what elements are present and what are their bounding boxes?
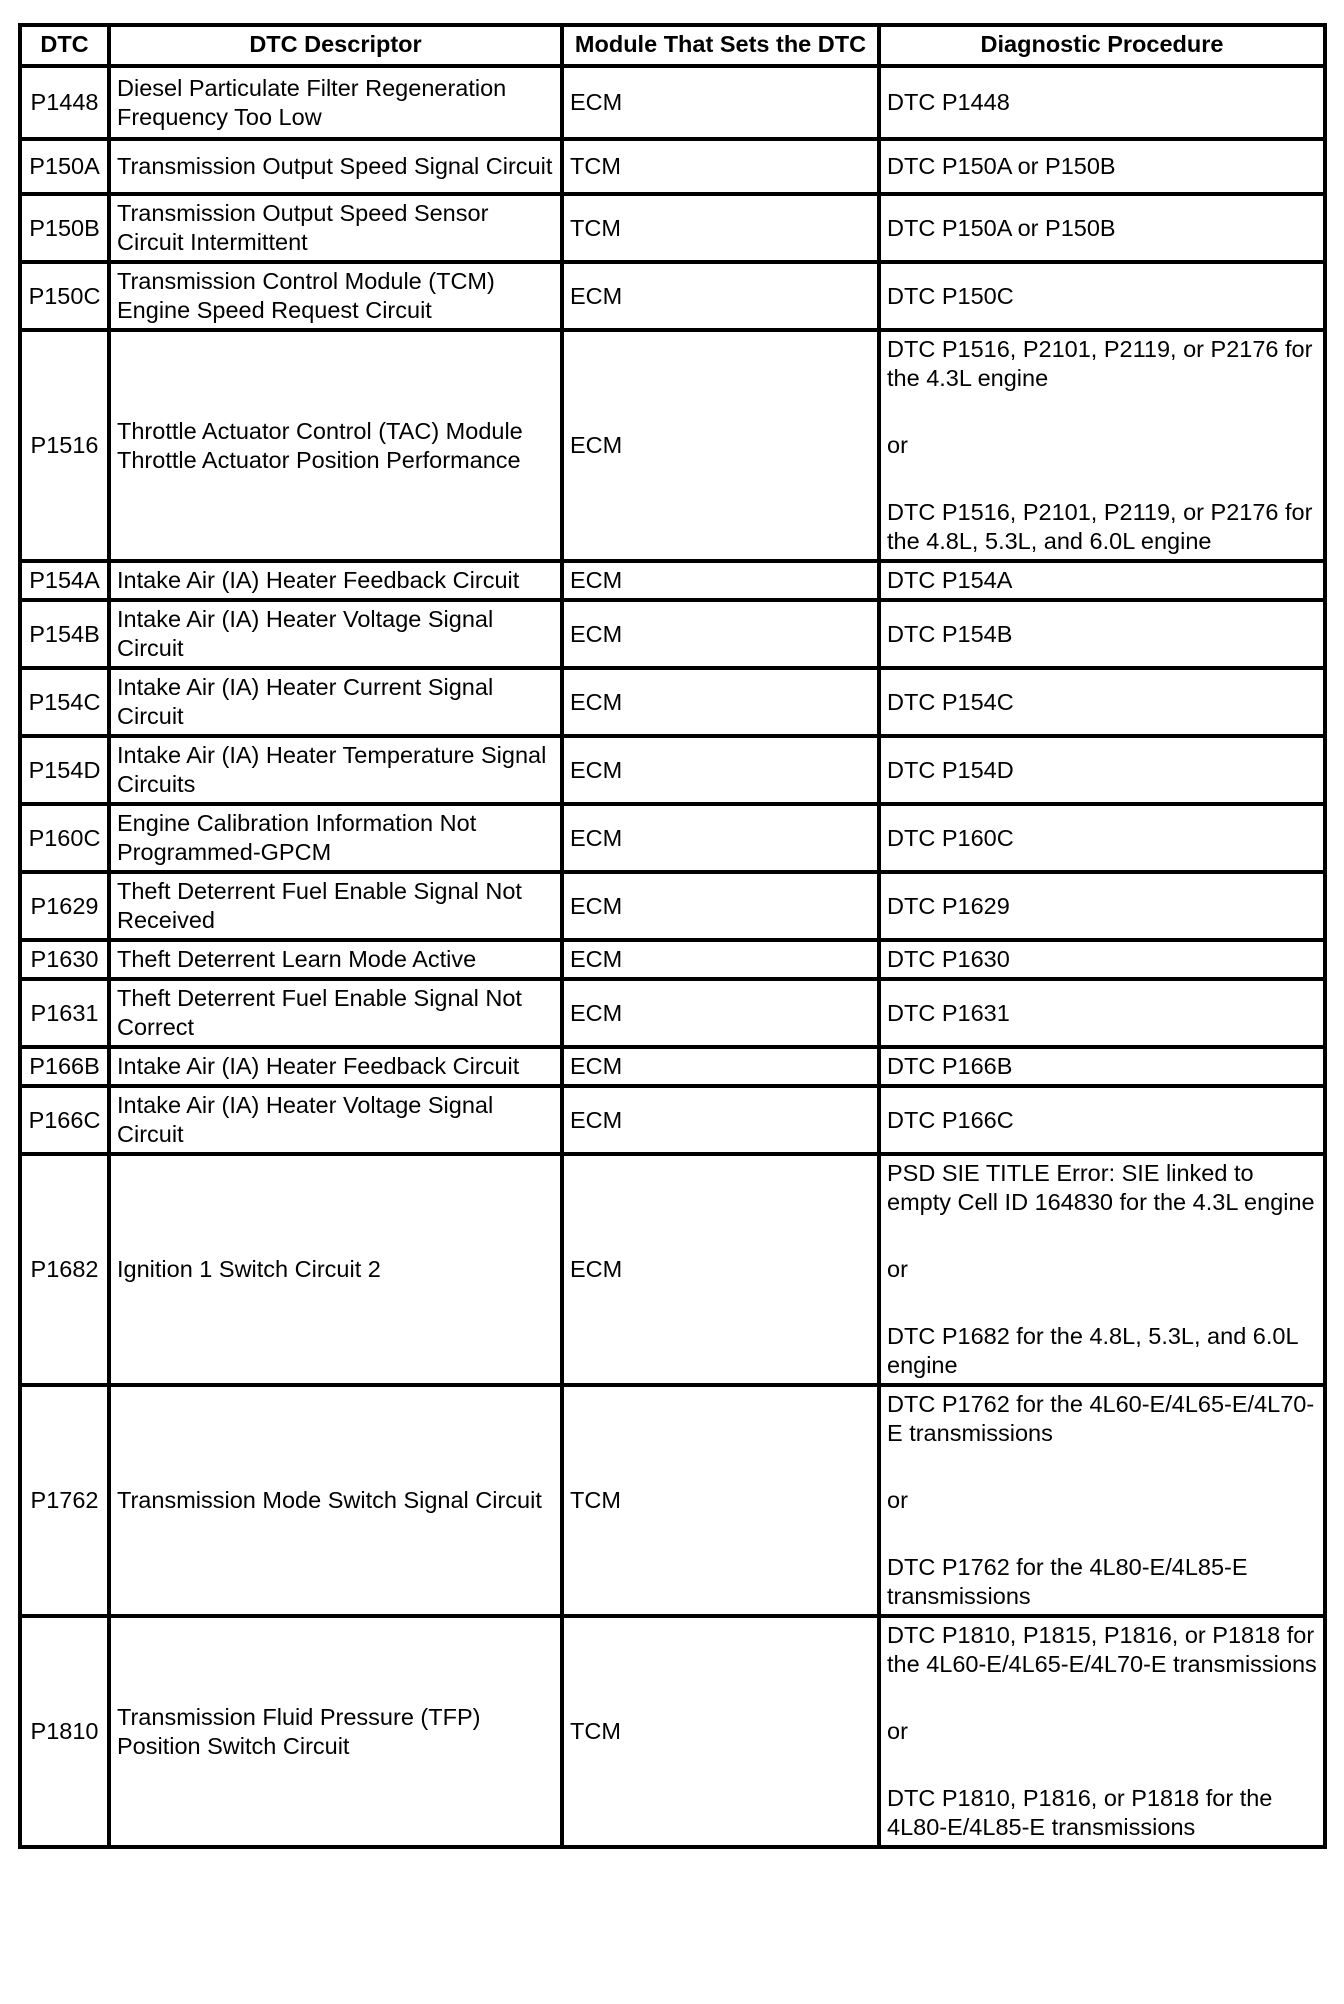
procedure-line: DTC P1631 [887,999,1010,1026]
procedure-cell [879,330,1325,561]
dtc-code-cell: P1629 [20,872,109,940]
module-cell: ECM [562,1086,879,1154]
dtc-descriptor-cell: Theft Deterrent Learn Mode Active [109,940,562,979]
procedure-spacer [887,1679,1317,1717]
table-row [20,66,1325,139]
header-row [20,25,1325,66]
module-cell: ECM [562,262,879,330]
procedure-spacer [887,1448,1317,1486]
procedure-spacer [887,1217,1317,1255]
module-cell: TCM [562,194,879,262]
dtc-code-cell: P1630 [20,940,109,979]
module-cell: ECM [562,736,879,804]
module-cell: ECM [562,600,879,668]
dtc-table [18,23,1327,1849]
procedure-line: DTC P166B [887,1053,1013,1079]
dtc-descriptor-cell: Intake Air (IA) Heater Temperature Signal Circuits [109,736,562,804]
module-cell: ECM [562,561,879,600]
procedure-cell [879,1047,1325,1086]
table-row [20,561,1325,600]
module-cell: TCM [562,1385,879,1616]
procedure-cell [879,736,1325,804]
dtc-descriptor-cell: Diesel Particulate Filter Regeneration Frequency Too Low [109,66,562,139]
table-row [20,1047,1325,1086]
dtc-descriptor-cell: Transmission Output Speed Sensor Circuit Intermittent [109,194,562,262]
dtc-code-cell: P160C [20,804,109,872]
dtc-code-cell: P150A [20,139,109,194]
dtc-code-cell: P1682 [20,1154,109,1385]
procedure-line: DTC P1810, P1815, P1816, or P1818 for the 4L60-E/4L65-E/4L70-E transmissions [887,1622,1317,1677]
table-row [20,668,1325,736]
procedure-cell [879,561,1325,600]
dtc-descriptor-cell: Theft Deterrent Fuel Enable Signal Not Correct [109,979,562,1047]
procedure-cell [879,1154,1325,1385]
dtc-code-cell: P1631 [20,979,109,1047]
procedure-cell [879,600,1325,668]
procedure-line: DTC P1629 [887,892,1010,919]
procedure-cell [879,262,1325,330]
table-row [20,872,1325,940]
dtc-code-cell: P154D [20,736,109,804]
dtc-descriptor-cell: Theft Deterrent Fuel Enable Signal Not Received [109,872,562,940]
module-cell: ECM [562,979,879,1047]
procedure-cell [879,139,1325,194]
procedure-line: or [887,1487,908,1513]
procedure-line: DTC P160C [887,824,1014,851]
header-dtc: DTC [20,25,109,66]
table-row [20,262,1325,330]
dtc-code-cell: P154A [20,561,109,600]
module-cell: ECM [562,804,879,872]
dtc-descriptor-cell: Intake Air (IA) Heater Voltage Signal Circuit [109,1086,562,1154]
dtc-code-cell: P1810 [20,1616,109,1847]
dtc-code-cell: P166B [20,1047,109,1086]
dtc-code-cell: P154C [20,668,109,736]
module-cell: TCM [562,1616,879,1847]
dtc-descriptor-cell: Intake Air (IA) Heater Current Signal Circuit [109,668,562,736]
procedure-line: DTC P150A or P150B [887,153,1116,179]
dtc-descriptor-cell: Intake Air (IA) Heater Feedback Circuit [109,1047,562,1086]
procedure-line: DTC P166C [887,1106,1014,1133]
dtc-descriptor-cell: Transmission Control Module (TCM) Engine Speed Request Circuit [109,262,562,330]
procedure-cell [879,1385,1325,1616]
table-row [20,139,1325,194]
procedure-cell [879,804,1325,872]
dtc-code-cell: P1448 [20,66,109,139]
dtc-descriptor-cell: Intake Air (IA) Heater Feedback Circuit [109,561,562,600]
procedure-line: DTC P1810, P1816, or P1818 for the 4L80-E/4L85-E transmissions [887,1785,1273,1840]
procedure-cell [879,1616,1325,1847]
dtc-descriptor-cell: Intake Air (IA) Heater Voltage Signal Circuit [109,600,562,668]
procedure-line: PSD SIE TITLE Error: SIE linked to empty Cell ID 164830 for the 4.3L engine [887,1160,1315,1215]
procedure-line: or [887,1256,908,1282]
procedure-line: DTC P1682 for the 4.8L, 5.3L, and 6.0L engine [887,1323,1298,1378]
module-cell: ECM [562,1047,879,1086]
procedure-line: DTC P1630 [887,946,1010,972]
dtc-code-cell: P1762 [20,1385,109,1616]
module-cell: ECM [562,940,879,979]
table-body [20,66,1325,1847]
procedure-line: DTC P1448 [887,89,1010,115]
procedure-spacer [887,1746,1317,1784]
procedure-cell [879,66,1325,139]
procedure-cell [879,940,1325,979]
table-row [20,940,1325,979]
table-row [20,979,1325,1047]
table-row [20,1385,1325,1616]
dtc-descriptor-cell: Throttle Actuator Control (TAC) Module Throttle Actuator Position Performance [109,330,562,561]
procedure-line: DTC P150A or P150B [887,214,1116,241]
dtc-descriptor-cell: Transmission Output Speed Signal Circuit [109,139,562,194]
module-cell: ECM [562,66,879,139]
procedure-spacer [887,393,1317,431]
module-cell: ECM [562,1154,879,1385]
procedure-line: DTC P1516, P2101, P2119, or P2176 for the 4.8L, 5.3L, and 6.0L engine [887,499,1313,554]
dtc-code-cell: P154B [20,600,109,668]
procedure-spacer [887,1284,1317,1322]
procedure-line: DTC P154C [887,688,1014,715]
table-row [20,736,1325,804]
procedure-line: DTC P154B [887,620,1013,647]
table-row [20,1086,1325,1154]
dtc-code-cell: P150B [20,194,109,262]
procedure-cell [879,872,1325,940]
module-cell: ECM [562,330,879,561]
table-row [20,600,1325,668]
dtc-code-cell: P166C [20,1086,109,1154]
dtc-descriptor-cell: Ignition 1 Switch Circuit 2 [109,1154,562,1385]
module-cell: ECM [562,668,879,736]
procedure-line: DTC P1762 for the 4L60-E/4L65-E/4L70-E transmissions [887,1391,1315,1446]
table-row [20,330,1325,561]
module-cell: ECM [562,872,879,940]
procedure-line: DTC P154D [887,756,1014,783]
table-row [20,194,1325,262]
header-descriptor: DTC Descriptor [109,25,562,66]
dtc-descriptor-cell: Engine Calibration Information Not Programmed-GPCM [109,804,562,872]
procedure-line: or [887,1718,908,1744]
procedure-cell [879,1086,1325,1154]
header-module: Module That Sets the DTC [562,25,879,66]
procedure-line: DTC P1762 for the 4L80-E/4L85-E transmissions [887,1554,1248,1609]
procedure-spacer [887,460,1317,498]
dtc-descriptor-cell: Transmission Fluid Pressure (TFP) Position Switch Circuit [109,1616,562,1847]
dtc-code-cell: P150C [20,262,109,330]
procedure-line: DTC P1516, P2101, P2119, or P2176 for the 4.3L engine [887,336,1313,391]
procedure-cell [879,668,1325,736]
dtc-descriptor-cell: Transmission Mode Switch Signal Circuit [109,1385,562,1616]
procedure-spacer [887,1515,1317,1553]
table-row [20,1616,1325,1847]
procedure-line: DTC P150C [887,282,1014,309]
table-row [20,804,1325,872]
module-cell: TCM [562,139,879,194]
procedure-line: or [887,432,908,458]
procedure-cell [879,979,1325,1047]
dtc-code-cell: P1516 [20,330,109,561]
procedure-cell [879,194,1325,262]
table-row [20,1154,1325,1385]
header-procedure: Diagnostic Procedure [879,25,1325,66]
procedure-line: DTC P154A [887,567,1013,593]
